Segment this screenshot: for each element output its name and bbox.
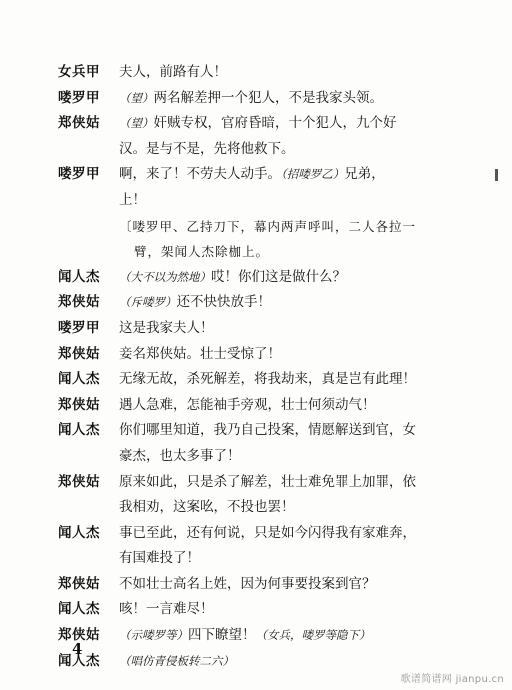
dialogue-line [58, 367, 458, 393]
dialogue-continuation [58, 188, 458, 214]
speaker-name: 闻人杰 [58, 524, 100, 541]
dialogue-words: 啊，来了！不劳夫人动手。 [119, 166, 281, 183]
dialogue-line [58, 418, 458, 444]
dialogue-line [58, 623, 458, 649]
dialogue-text [119, 265, 346, 291]
dialogue-line [58, 290, 458, 316]
dialogue-text: 不如壮士高名上姓，因为何事要投案到官？ [119, 575, 376, 592]
speaker-name: 郑侠姑 [58, 473, 100, 490]
speaker-name: 郑侠姑 [58, 627, 100, 644]
dialogue-line [58, 86, 458, 112]
dialogue-words: 两名解差押一个犯人，不是我家头领。 [153, 89, 383, 106]
dialogue-line [58, 342, 458, 368]
speaker-name: 郑侠姑 [58, 345, 100, 362]
dialogue-text [119, 111, 397, 137]
dialogue-continuation [58, 137, 458, 163]
dialogue-text: 妾名郑侠姑。壮士受惊了！ [119, 345, 281, 362]
dialogue-words: 还不快快放手！ [176, 294, 271, 311]
margin-mark [495, 169, 498, 181]
dialogue-text [119, 649, 234, 675]
speaker-name: 喽罗甲 [58, 319, 100, 336]
stage-direction-inline: （唱仿青侵板转二六） [119, 653, 234, 668]
dialogue-line [58, 649, 458, 675]
dialogue-text: 咳！一言难尽！ [119, 601, 214, 618]
stage-direction-inline: （望） [119, 90, 154, 105]
dialogue-line [58, 162, 458, 188]
stage-direction-inline: （望） [119, 116, 154, 131]
dialogue-text: 夫人，前路有人！ [119, 64, 227, 80]
script-body [58, 60, 458, 674]
speaker-name: 闻人杰 [58, 422, 100, 439]
dialogue-text: 豪杰，也太多事了！ [119, 447, 241, 464]
speaker-name: 郑侠姑 [58, 294, 100, 311]
speaker-name: 闻人杰 [58, 268, 100, 285]
dialogue-line [58, 60, 458, 86]
speaker-name: 闻人杰 [58, 601, 100, 618]
dialogue-text: 原来如此，只是杀了解差，壮士难免罪上加罪，依 [119, 473, 416, 490]
stage-direction [58, 239, 458, 265]
dialogue-line [58, 316, 458, 342]
dialogue-line [58, 111, 458, 137]
dialogue-text [119, 162, 385, 188]
dialogue-text [119, 86, 383, 112]
dialogue-text [119, 623, 371, 649]
dialogue-continuation [58, 444, 458, 470]
stage-direction-inline: （斥喽罗） [119, 295, 177, 310]
speaker-name: 女兵甲 [58, 64, 100, 80]
dialogue-text: 我相劝，这案吆，不投也罢！ [119, 499, 295, 516]
dialogue-line [58, 265, 458, 291]
stage-direction-inline: （女兵，喽罗等隐下） [255, 628, 371, 643]
dialogue-line [58, 393, 458, 419]
page-number: 4 [72, 640, 83, 658]
speaker-name: 郑侠姑 [58, 396, 100, 413]
stage-direction [58, 214, 458, 240]
dialogue-words: 四下瞭望！ [188, 627, 256, 644]
dialogue-text: 遇人急难，怎能袖手旁观，壮士何须动气！ [119, 396, 376, 413]
dialogue-line [58, 572, 458, 598]
dialogue-text [119, 290, 271, 316]
watermark-text: 歌谱简谱网 jianpu.cn [400, 674, 504, 685]
dialogue-words: 奸贼专权，官府昏暗，十个犯人，九个好 [153, 115, 397, 132]
dialogue-line [58, 521, 458, 547]
dialogue-text: 有国难投了！ [119, 550, 200, 567]
dialogue-words: 哎！你们这是做什么？ [211, 268, 346, 285]
dialogue-text: 上！ [119, 191, 146, 208]
speaker-name: 闻人杰 [58, 652, 100, 669]
dialogue-line [58, 597, 458, 623]
stage-direction-text: 〔喽罗甲、乙持刀下，幕内两声呼叫，二人各拉一 [119, 218, 417, 234]
dialogue-line [58, 470, 458, 496]
speaker-name: 郑侠姑 [58, 115, 100, 132]
dialogue-continuation [58, 495, 458, 521]
stage-direction-inline: （示喽罗等） [119, 628, 188, 643]
dialogue-text: 事已至此，还有何说，只是如今闪得我有家难奔， [119, 524, 416, 541]
dialogue-text: 这是我家夫人！ [119, 319, 214, 336]
dialogue-text: 你们哪里知道，我乃自己投案，情愿解送到官，女 [119, 422, 416, 439]
stage-direction-text: 臂，架闻人杰除枷上。 [134, 244, 270, 260]
speaker-name: 闻人杰 [58, 371, 100, 388]
dialogue-text: 无缘无故，杀死解差，将我劫来，真是岂有此理！ [119, 371, 416, 388]
stage-direction-inline: （招喽罗乙） [281, 167, 345, 182]
speaker-name: 喽罗甲 [58, 166, 100, 183]
stage-direction-inline: （大不以为然地） [119, 269, 211, 284]
dialogue-words: 兄弟， [344, 166, 385, 183]
speaker-name: 喽罗甲 [58, 89, 100, 106]
speaker-name: 郑侠姑 [58, 575, 100, 592]
dialogue-continuation [58, 546, 458, 572]
dialogue-text: 汉。是与不是，先将他救下。 [119, 140, 295, 157]
